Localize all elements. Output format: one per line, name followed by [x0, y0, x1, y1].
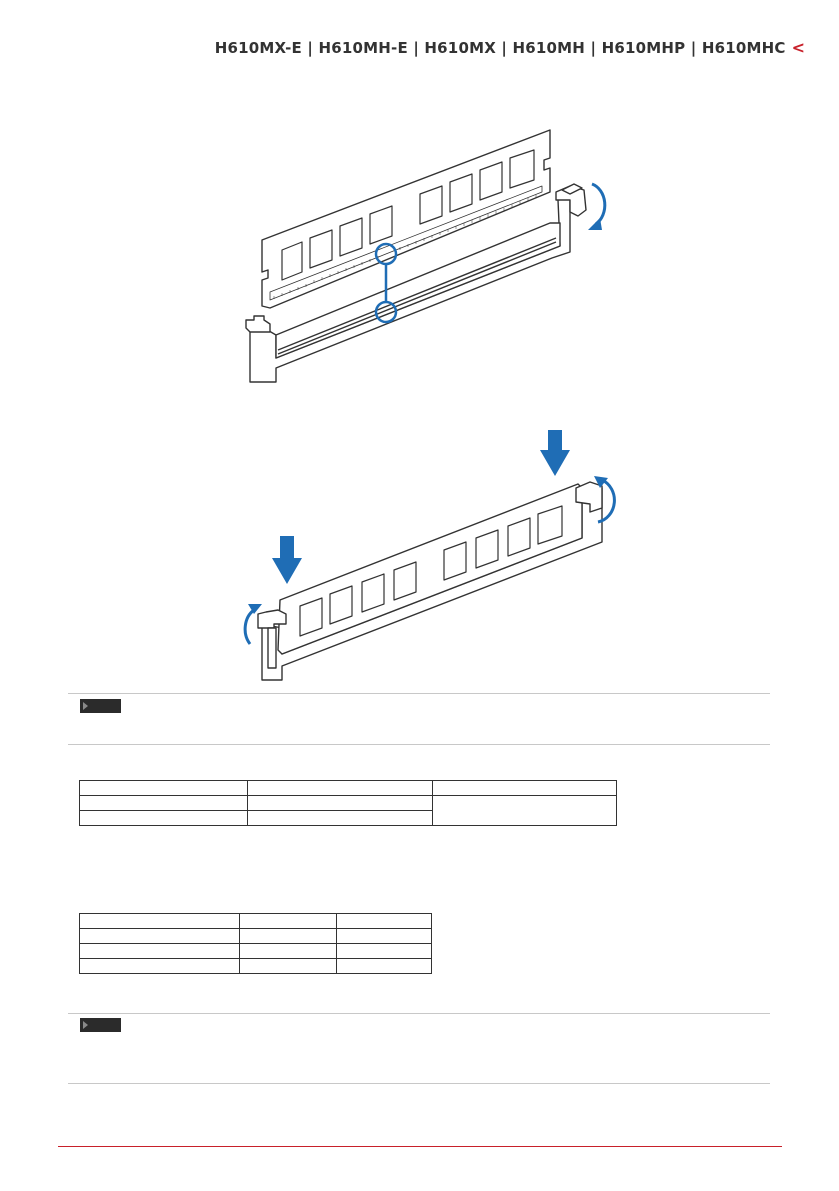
note-triangle-icon [83, 1021, 88, 1029]
table-cell [432, 796, 616, 826]
memory-table-2 [79, 913, 432, 974]
rotate-arrow-icon [588, 184, 605, 230]
table-cell [240, 959, 336, 974]
table-cell [248, 811, 432, 826]
table-cell [336, 929, 431, 944]
table-cell [80, 914, 240, 929]
table-row [80, 929, 432, 944]
footer-rule [58, 1146, 782, 1147]
note-triangle-icon [83, 702, 88, 710]
note-rule-top-2 [68, 1013, 770, 1014]
table-row [80, 796, 617, 811]
memory-table-1 [79, 780, 617, 826]
table-row [80, 914, 432, 929]
table-cell [80, 929, 240, 944]
table-row [80, 781, 617, 796]
table-cell [80, 811, 248, 826]
page-header [215, 38, 805, 57]
table-cell [80, 959, 240, 974]
table-cell [240, 929, 336, 944]
table-row [80, 944, 432, 959]
note-rule-top-1 [68, 693, 770, 694]
table-cell [240, 944, 336, 959]
table-cell [432, 781, 616, 796]
note-tag-2 [80, 1018, 121, 1032]
dimm-notch-alignment-illustration [240, 120, 620, 390]
table-cell [336, 914, 431, 929]
note-rule-bottom-1 [68, 744, 770, 745]
table-row [80, 959, 432, 974]
table-cell [248, 781, 432, 796]
table-cell [80, 944, 240, 959]
table-cell [336, 959, 431, 974]
table-cell [248, 796, 432, 811]
model-list-title: H610MX-E | H610MH-E | H610MX | H610MH | H610MHP | H610MHC [214, 38, 786, 57]
table-cell [240, 914, 336, 929]
dimm-press-down-illustration [230, 428, 620, 688]
table-cell [336, 944, 431, 959]
table-cell [80, 781, 248, 796]
table-cell [80, 796, 248, 811]
chevron-left-icon: < [791, 38, 805, 57]
note-tag-1 [80, 699, 121, 713]
note-rule-bottom-2 [68, 1083, 770, 1084]
